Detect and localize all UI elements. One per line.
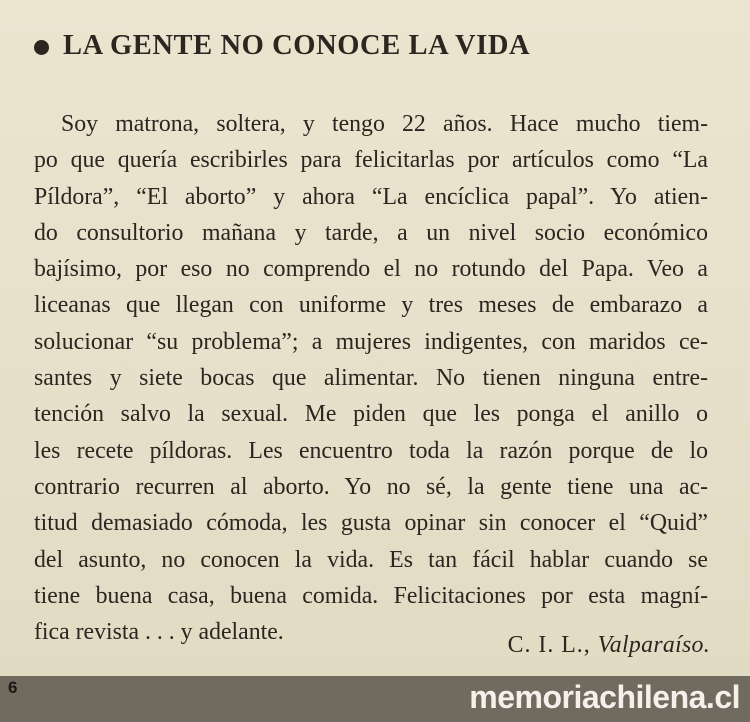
article-body (34, 106, 708, 650)
body-line: titud demasiado cómoda, les gusta opinar sin conocer el “Quid” (34, 510, 708, 537)
footer-bar (0, 676, 750, 722)
body-line: do consultorio mañana y tarde, a un nivel socio económico (34, 219, 708, 246)
bullet-icon (34, 40, 49, 55)
body-line: tiene buena casa, buena comida. Felicitaciones por esta magní- (34, 582, 708, 609)
body-line: solucionar “su problema”; a mujeres indigentes, con maridos ce- (34, 328, 708, 355)
article-title: LA GENTE NO CONOCE LA VIDA (63, 30, 531, 61)
body-line: del asunto, no conocen la vida. Es tan fácil hablar cuando se (34, 546, 708, 573)
site-watermark: memoriachilena.cl (469, 679, 740, 715)
body-line: bajísimo, por eso no comprendo el no rotundo del Papa. Veo a (34, 256, 708, 283)
signature-place: Valparaíso. (597, 632, 710, 658)
body-line: fica revista . . . y adelante. (34, 619, 284, 646)
letter-signature (508, 632, 710, 659)
body-line: po que quería escribirles para felicitarlas por artículos como “La (34, 147, 708, 174)
body-line: tención salvo la sexual. Me piden que les ponga el anillo o (34, 401, 708, 428)
body-line: Píldora”, “El aborto” y ahora “La encíclica papal”. Yo atien- (34, 183, 708, 210)
body-line: contrario recurren al aborto. Yo no sé, la gente tiene una ac- (34, 473, 708, 500)
body-line: santes y siete bocas que alimentar. No tienen ninguna entre- (34, 365, 708, 392)
body-line: liceanas que llegan con uniforme y tres meses de embarazo a (34, 292, 708, 319)
body-line: les recete píldoras. Les encuentro toda la razón porque de lo (34, 437, 708, 464)
body-line: Soy matrona, soltera, y tengo 22 años. Hace mucho tiem- (61, 111, 708, 137)
page-number: 6 (8, 678, 18, 697)
article-headline (34, 30, 530, 62)
signature-initials: C. I. L., (507, 632, 591, 658)
